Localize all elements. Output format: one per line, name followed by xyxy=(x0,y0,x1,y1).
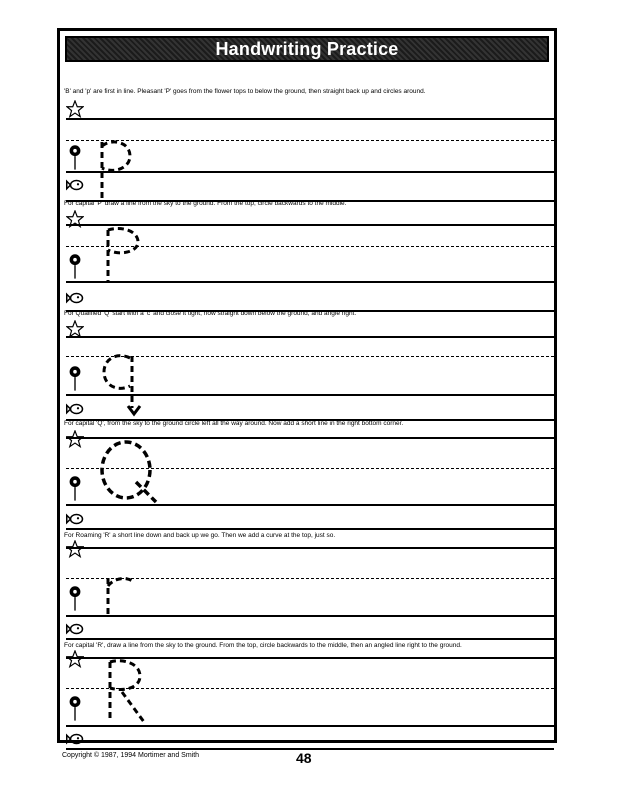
star-icon xyxy=(66,100,84,118)
sky-line xyxy=(66,547,554,549)
tracing-letter-capital-p xyxy=(98,224,148,284)
below-line xyxy=(66,638,554,640)
star-icon xyxy=(66,210,84,228)
fish-icon xyxy=(66,176,84,194)
sky-line xyxy=(66,118,554,120)
flower-icon xyxy=(66,584,84,612)
instruction-text: 'B' and 'p' are first in line. Pleasant 'P' goes from the flower tops to below the ground, then straight back up and circles around. xyxy=(64,88,426,95)
flower-icon xyxy=(66,143,84,171)
flower-icon xyxy=(66,252,84,280)
flower-icon xyxy=(66,364,84,392)
fish-icon xyxy=(66,289,84,307)
tracing-letter-p xyxy=(92,138,142,200)
instruction-text: For capital 'Q', from the sky to the ground circle left all the way around. Now add a short line in the right bottom corner. xyxy=(64,420,404,427)
star-icon xyxy=(66,650,84,668)
star-icon xyxy=(66,320,84,338)
instruction-text: For Roaming 'R' a short line down and back up we go. Then we add a curve at the top, just so. xyxy=(64,532,336,539)
sky-line xyxy=(66,336,554,338)
fish-icon xyxy=(66,510,84,528)
instruction-text: For capital 'P' draw a line from the sky to the ground. From the top, circle backwards to the middle. xyxy=(64,200,347,207)
fish-icon xyxy=(66,730,84,748)
tracing-letter-q xyxy=(98,350,158,418)
flower-icon xyxy=(66,474,84,502)
instruction-text: For capital 'R', draw a line from the sky to the ground. From the top, circle backwards to the middle, then an angled line right to the ground. xyxy=(64,642,462,649)
copyright-text: Copyright © 1987, 1994 Mortimer and Smith xyxy=(62,752,200,759)
below-line xyxy=(66,528,554,530)
title-bar xyxy=(65,36,549,62)
tracing-letter-capital-q xyxy=(96,436,166,506)
star-icon xyxy=(66,540,84,558)
page-number: 48 xyxy=(296,750,312,766)
page-title: Handwriting Practice xyxy=(215,39,399,59)
flower-icon xyxy=(66,694,84,722)
star-icon xyxy=(66,430,84,448)
fish-icon xyxy=(66,620,84,638)
tracing-letter-capital-r xyxy=(100,656,160,726)
instruction-text: For Qualified 'Q' start with a 'c' and close it tight, now straight down below the ground, and angle right. xyxy=(64,310,357,317)
tracing-letter-r xyxy=(98,572,148,618)
fish-icon xyxy=(66,400,84,418)
